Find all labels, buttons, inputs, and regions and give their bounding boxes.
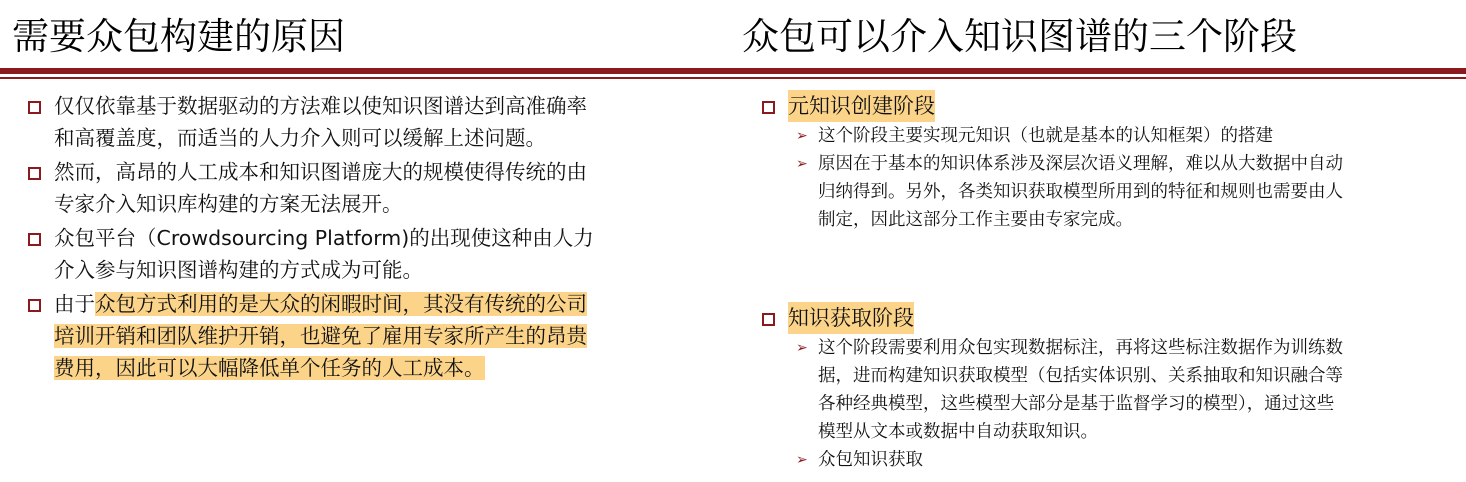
stage-point — [796, 122, 1452, 150]
reason-text: 仅仅依靠基于数据驱动的方法难以使知识图谱达到高准确率 和高覆盖度，而适当的人力介入则可以缓解上述问题。 — [54, 94, 587, 150]
stage-point — [796, 334, 1452, 446]
reason-item — [28, 288, 708, 384]
arrow-bullet-icon: ➢ — [796, 156, 808, 172]
stage-heading — [762, 90, 1452, 122]
stage-point-text: 原因在于基本的知识体系涉及深层次语义理解，难以从大数据中自动 归纳得到。另外，各类知识获取模型所用到的特征和规则也需要由人 制定，因此这部分工作主要由专家完成。 — [818, 154, 1343, 230]
reason-text: 众包平台（Crowdsourcing Platform)的出现使这种由人力 介入参与知识图谱构建的方式成为可能。 — [54, 226, 594, 282]
square-bullet-icon — [762, 101, 775, 114]
reason-item — [28, 90, 708, 154]
highlighted-text: 众包方式利用的是大众的闲暇时间，其没有传统的公司 培训开销和团队维护开销，也避免了雇用专家所产生的昂贵 费用，因此可以大幅降低单个任务的人工成本。 — [54, 292, 587, 380]
square-bullet-icon — [28, 101, 41, 114]
reasons-list — [28, 90, 708, 386]
reason-text: 然而，高昂的人工成本和知识图谱庞大的规模使得传统的由 专家介入知识库构建的方案无法展开。 — [54, 160, 587, 216]
square-bullet-icon — [762, 313, 775, 326]
square-bullet-icon — [28, 167, 41, 180]
stage-heading-text: 知识获取阶段 — [788, 302, 914, 334]
right-title: 众包可以介入知识图谱的三个阶段 — [742, 15, 1297, 58]
square-bullet-icon — [28, 299, 41, 312]
left-title: 需要众包构建的原因 — [12, 15, 345, 58]
arrow-bullet-icon: ➢ — [796, 340, 808, 356]
square-bullet-icon — [28, 233, 41, 246]
reason-text — [54, 288, 587, 384]
stage-heading-text: 元知识创建阶段 — [788, 90, 935, 122]
stage-point — [796, 446, 1452, 474]
header-rule-thick — [0, 68, 1466, 74]
stages-list — [762, 90, 1452, 470]
reason-prefix: 由于 — [54, 292, 95, 316]
stage-heading — [762, 302, 914, 334]
stage-point — [796, 150, 1452, 234]
stage-points-group — [762, 334, 1452, 474]
reason-item — [28, 222, 708, 286]
arrow-bullet-icon: ➢ — [796, 128, 808, 144]
stage-point-text: 这个阶段需要利用众包实现数据标注，再将这些标注数据作为训练数 据，进而构建知识获取模型（包括实体识别、关系抽取和知识融合等 各种经典模型，这些模型大部分是基于监督学习的模型），通过这些 模型从文本或数据中自动获取知识。 — [818, 338, 1343, 442]
stage-point-text: 这个阶段主要实现元知识（也就是基本的认知框架）的搭建 — [818, 126, 1273, 146]
stage-point-text: 众包知识获取 — [818, 450, 923, 470]
arrow-bullet-icon: ➢ — [796, 452, 808, 468]
header-rule-thin — [0, 77, 1466, 79]
reason-item — [28, 156, 708, 220]
